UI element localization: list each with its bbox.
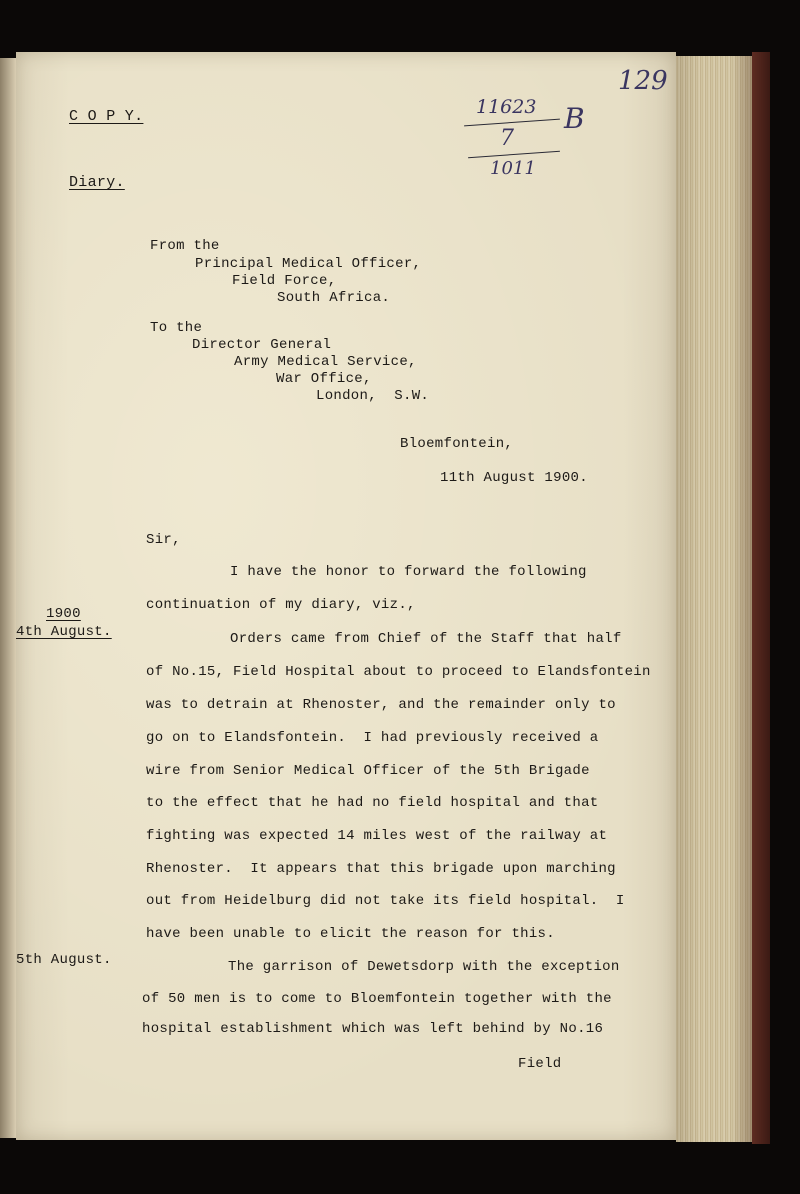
body-line-4: of No.15, Field Hospital about to proceed to Elandsfontein [146, 664, 651, 680]
to-line-4: War Office, [276, 371, 372, 387]
body-line-6: go on to Elandsfontein. I had previously received a [146, 730, 599, 746]
body-line-9: fighting was expected 14 miles west of the railway at [146, 828, 608, 844]
place-line: Bloemfontein, [400, 436, 514, 452]
margin-date-second: 5th August. [16, 952, 112, 968]
body-line-1: I have the honor to forward the following [230, 564, 587, 580]
diary-heading: Diary. [69, 174, 125, 191]
book-cover [752, 52, 770, 1144]
body-line-5: was to detrain at Rhenoster, and the remainder only to [146, 697, 616, 713]
to-line-2: Director General [192, 337, 332, 353]
body-line-3: Orders came from Chief of the Staff that half [230, 631, 622, 647]
to-line-3: Army Medical Service, [234, 354, 417, 370]
body-line-15: hospital establishment which was left behind by No.16 [142, 1021, 604, 1037]
to-line-5: London, S.W. [316, 388, 430, 404]
reference-number: 11623 [476, 96, 537, 118]
body-line-12: have been unable to elicit the reason for this. [146, 926, 555, 942]
body-line-7: wire from Senior Medical Officer of the 5th Brigade [146, 763, 590, 779]
copy-heading: C O P Y. [69, 108, 144, 125]
body-line-8: to the effect that he had no field hospital and that [146, 795, 599, 811]
body-line-11: out from Heidelburg did not take its field hospital. I [146, 893, 625, 909]
body-line-14: of 50 men is to come to Bloemfontein together with the [142, 991, 612, 1007]
previous-page-edge [0, 58, 16, 1138]
margin-date-first: 4th August. [16, 624, 112, 640]
body-line-10: Rhenoster. It appears that this brigade upon marching [146, 861, 616, 877]
reference-file-number: 1011 [490, 158, 536, 179]
reference-subnumber: 7 [500, 126, 514, 151]
document-page [16, 52, 676, 1140]
book-edge-shadow [676, 56, 756, 1142]
from-line-3: Field Force, [232, 273, 337, 289]
catchword: Field [518, 1056, 562, 1072]
body-line-2: continuation of my diary, viz., [146, 597, 416, 613]
margin-year: 1900 [46, 606, 81, 622]
date-line: 11th August 1900. [440, 470, 588, 486]
salutation: Sir, [146, 532, 181, 548]
to-line-1: To the [150, 320, 203, 336]
reference-letter: B [564, 102, 585, 135]
from-line-1: From the [150, 238, 220, 254]
folio-number: 129 [618, 66, 668, 96]
from-line-4: South Africa. [277, 290, 391, 306]
from-line-2: Principal Medical Officer, [195, 256, 422, 272]
body-line-13: The garrison of Dewetsdorp with the exception [228, 959, 620, 975]
